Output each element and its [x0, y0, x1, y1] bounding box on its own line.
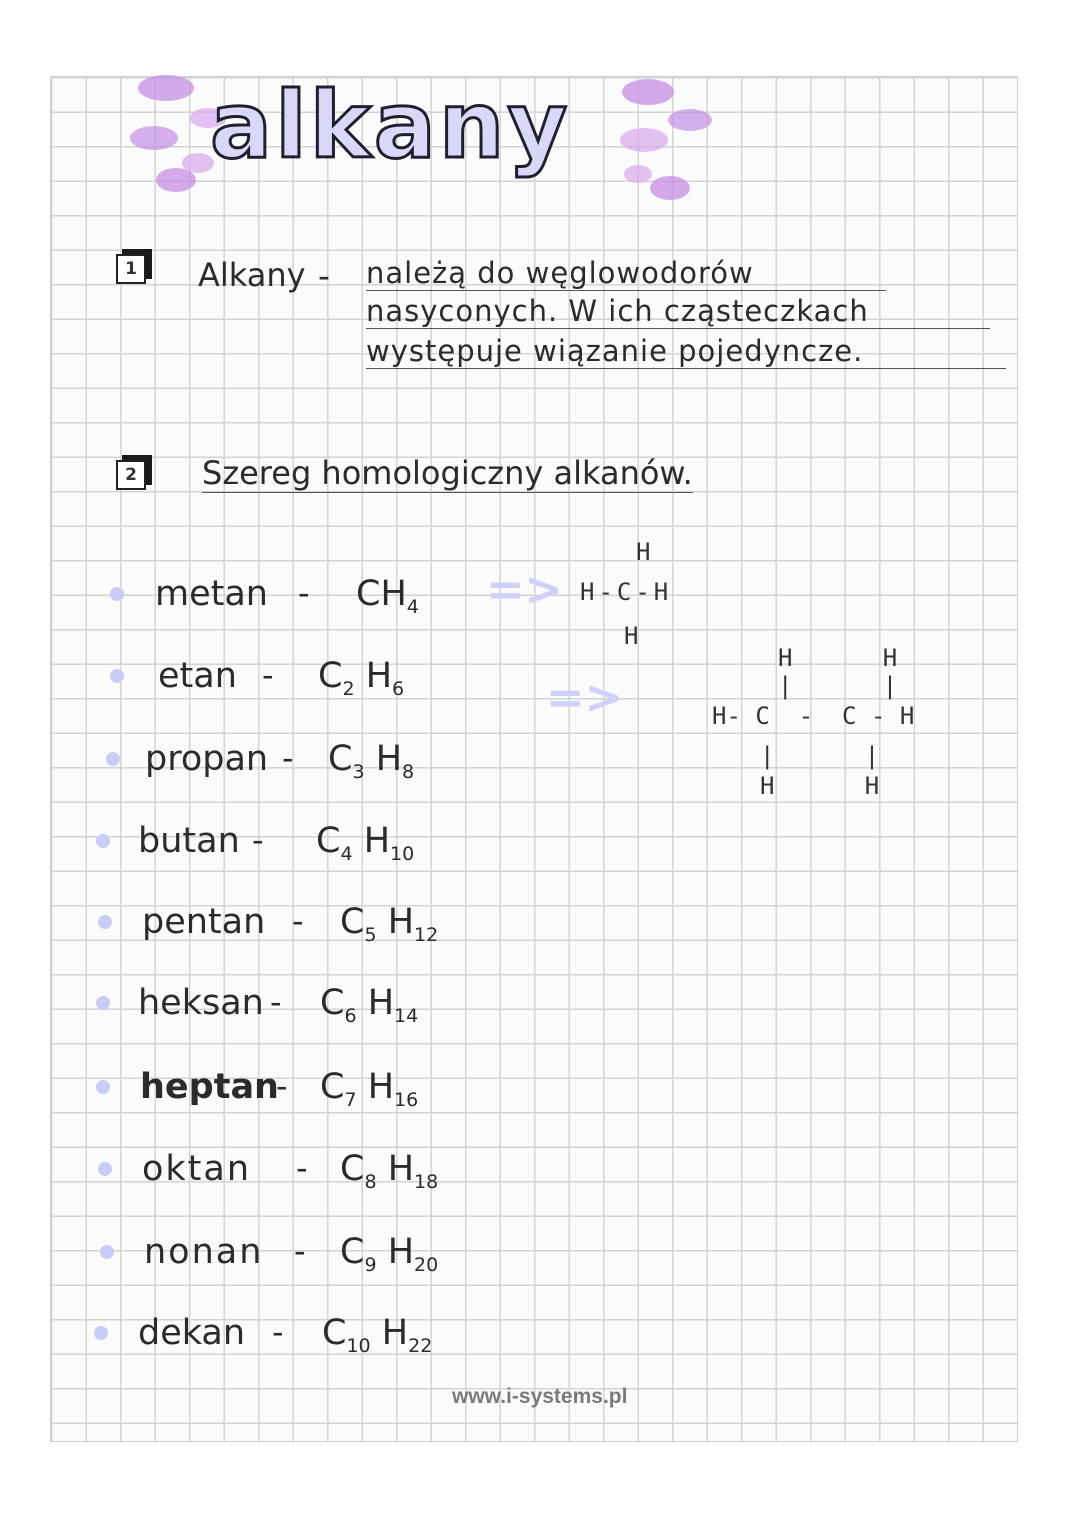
section-1-line3: występuje wiązanie pojedyncze.	[366, 334, 1006, 369]
alkane-name: heksan	[138, 983, 264, 1023]
bullet	[106, 752, 120, 766]
structure-middle: H-C-H	[580, 578, 673, 606]
alkane-formula: $C_{10}$ $H_{22}$	[322, 1313, 433, 1357]
alkane-dash: -	[282, 739, 294, 777]
bullet	[96, 996, 110, 1010]
arrow-icon: =>	[486, 562, 564, 616]
bullet	[94, 1326, 108, 1340]
section-1-line1: należą do węglowodorów	[366, 256, 886, 291]
alkane-dash: -	[296, 1149, 308, 1187]
alkane-name: dekan	[138, 1313, 246, 1353]
alkane-dash: -	[272, 1313, 284, 1351]
bullet	[98, 915, 112, 929]
flower-right-icon	[608, 70, 718, 210]
section-1-line2: nasyconych. W ich cząsteczkach	[366, 294, 990, 329]
structure-bottom: H	[624, 622, 639, 650]
alkane-formula: $C_5$ $H_{12}$	[340, 902, 439, 946]
arrow-icon: =>	[546, 670, 624, 724]
section-2-heading: Szereg homologiczny alkanów.	[202, 454, 693, 492]
bullet	[96, 834, 110, 848]
section-1-dash: -	[318, 256, 330, 295]
watermark: www.i-systems.pl	[452, 1385, 628, 1408]
alkane-formula: $C_6$ $H_{14}$	[320, 983, 419, 1027]
structure-bars: | |	[760, 742, 883, 770]
structure-top: H	[636, 538, 651, 566]
alkane-name: metan	[155, 574, 268, 614]
alkane-formula: $C_7$ $H_{16}$	[320, 1067, 419, 1111]
alkane-dash: -	[294, 1232, 306, 1270]
alkane-name: nonan	[144, 1232, 264, 1272]
alkane-formula: $C_4$ $H_{10}$	[316, 821, 415, 865]
bullet	[110, 669, 124, 683]
alkane-name: etan	[158, 656, 237, 696]
alkane-name: butan	[138, 821, 240, 861]
alkane-dash: -	[292, 902, 304, 940]
structure-bars: | |	[778, 672, 901, 700]
structure-bottom: H H	[760, 772, 883, 800]
section-1-term: Alkany	[198, 256, 306, 294]
alkane-formula: $C_2$ $H_6$	[318, 656, 405, 700]
bullet	[98, 1162, 112, 1176]
structure-middle: H- C - C - H	[712, 702, 915, 730]
bullet	[100, 1245, 114, 1259]
page-title: alkany	[210, 72, 571, 179]
alkane-dash: -	[276, 1067, 288, 1105]
section-2-number: 2	[116, 460, 146, 490]
alkane-formula: $C_8$ $H_{18}$	[340, 1149, 439, 1193]
alkane-dash: -	[270, 983, 282, 1021]
alkane-formula: $CH_4$	[356, 574, 419, 618]
alkane-formula: $C_3$ $H_8$	[328, 739, 415, 783]
alkane-name: propan	[145, 739, 269, 779]
bullet	[96, 1080, 110, 1094]
alkane-name: heptan	[140, 1067, 279, 1107]
alkane-dash: -	[262, 656, 274, 694]
alkane-name: pentan	[142, 902, 266, 942]
alkane-formula: $C_9$ $H_{20}$	[340, 1232, 439, 1276]
alkane-name: oktan	[142, 1149, 252, 1189]
structure-top: H H	[778, 644, 901, 672]
alkane-dash: -	[298, 574, 310, 612]
bullet	[110, 587, 124, 601]
alkane-dash: -	[252, 821, 264, 859]
section-1-number: 1	[116, 254, 146, 284]
